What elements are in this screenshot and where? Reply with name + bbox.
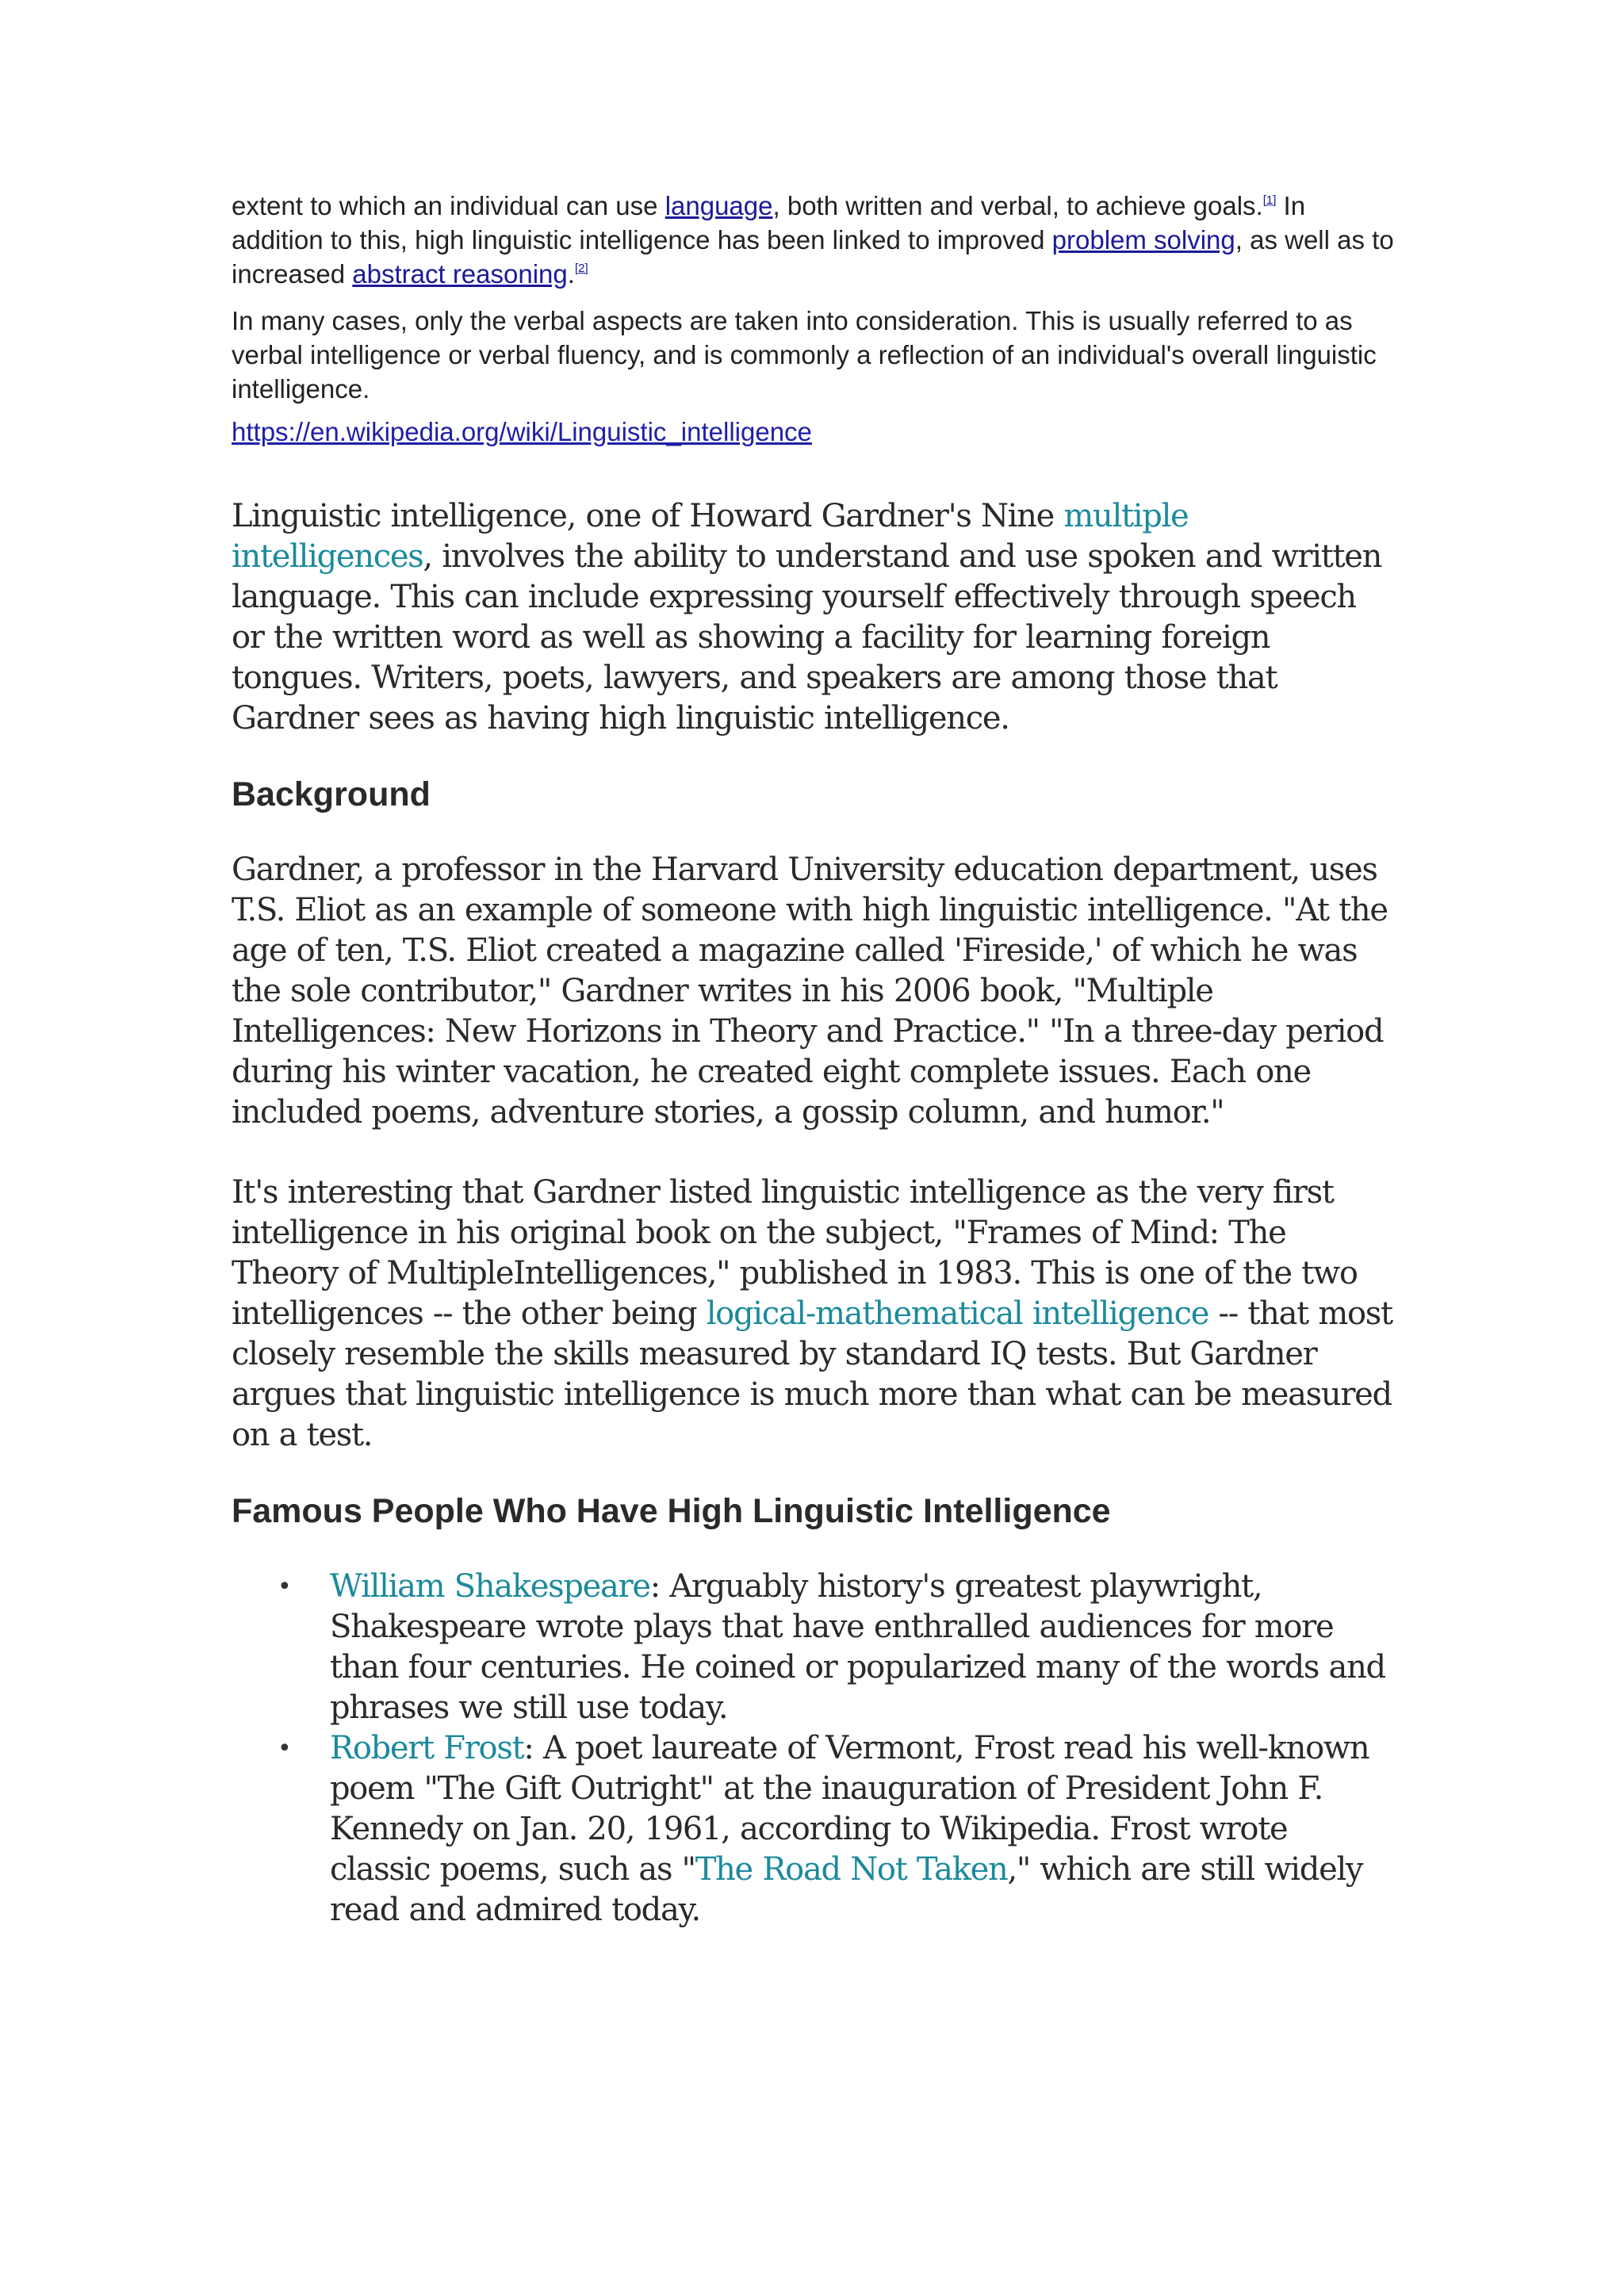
famous-people-list xyxy=(232,1567,1396,1931)
link-robert-frost[interactable]: Robert Frost xyxy=(330,1730,524,1766)
citation-2[interactable]: [2] xyxy=(574,262,588,275)
text-span: In addition to this, high linguistic intelligence has been linked to improved xyxy=(232,191,1306,254)
link-problem-solving[interactable]: problem solving xyxy=(1051,225,1235,254)
citation-1[interactable]: [1] xyxy=(1262,193,1277,207)
list-item-frost xyxy=(232,1728,1396,1931)
text-span: It's interesting that Gardner listed linguistic intelligence as the very first intelligence in his original book on the subject, "Frames of Mind: The Theory of MultipleIntelligences," published in 1983. This is one of the two intelligences -- the other being xyxy=(232,1174,1358,1332)
text-span: extent to which an individual can use xyxy=(232,191,665,220)
background-heading: Background xyxy=(232,775,431,813)
text-span: Linguistic intelligence, one of Howard Gardner's Nine xyxy=(232,498,1064,534)
source-url-link[interactable]: https://en.wikipedia.org/wiki/Linguistic_intelligence xyxy=(232,417,812,446)
text-span: : Arguably history's greatest playwright, Shakespeare wrote plays that have enthralled audiences for more than four centuries. He coined or popularized many of the words and phrases we still use today. xyxy=(330,1568,1385,1726)
text-span: , both written and verbal, to achieve goals. xyxy=(772,191,1263,220)
text-span: ," which are still widely read and admired today. xyxy=(330,1851,1363,1928)
text-span: : A poet laureate of Vermont, Frost read his well-known poem "The Gift Outright" at the inauguration of President John F. Kennedy on Jan. 20, 1961, according to Wikipedia. Frost wrote classic poems, such as " xyxy=(330,1730,1369,1888)
bullet-icon: • xyxy=(278,1735,291,1762)
link-abstract-reasoning[interactable]: abstract reasoning xyxy=(352,259,568,289)
link-the-road-not-taken[interactable]: The Road Not Taken xyxy=(695,1851,1008,1888)
wiki-paragraph-1 xyxy=(232,189,1396,291)
background-paragraph: Gardner, a professor in the Harvard University education department, uses T.S. Eliot as an example of someone with high linguistic intelligence. "At the age of ten, T.S. Eliot created a magazine called 'Fireside,' of which he was the sole contributor," Gardner writes in his 2006 book, "Multiple Intelligences: New Horizons in Theory and Practice." "In a three-day period during his winter vacation, he created eight complete issues. Each one included poems, adventure stories, a gossip column, and humor." xyxy=(232,851,1388,1131)
text-span: , as well as to increased xyxy=(232,225,1394,289)
text-span: . xyxy=(567,259,575,289)
link-william-shakespeare[interactable]: William Shakespeare xyxy=(330,1568,650,1605)
famous-people-heading: Famous People Who Have High Linguistic Intelligence xyxy=(232,1492,1111,1530)
link-logical-mathematical-intelligence[interactable]: logical-mathematical intelligence xyxy=(706,1295,1209,1332)
link-multiple-intelligences[interactable]: multiple intelligences xyxy=(232,498,1189,575)
link-language[interactable]: language xyxy=(665,191,773,220)
document-page xyxy=(232,189,1396,1931)
text-span: , involves the ability to understand and use spoken and written language. This can include expressing yourself effectively through speech or the written word as well as showing a facility for learning foreign tongues. Writers, poets, lawyers, and speakers are among those that Gardner sees as having high linguistic intelligence. xyxy=(232,538,1382,737)
text-span: -- that most closely resemble the skills measured by standard IQ tests. But Gardner argues that linguistic intelligence is much more than what can be measured on a test. xyxy=(232,1295,1392,1453)
list-item-shakespeare xyxy=(232,1567,1396,1728)
wiki-paragraph-2: In many cases, only the verbal aspects are taken into consideration. This is usually referred to as verbal intelligence or verbal fluency, and is commonly a reflection of an individual's overall linguistic intelligence. xyxy=(232,306,1377,404)
bullet-icon: • xyxy=(278,1573,291,1601)
intro-paragraph xyxy=(232,496,1396,739)
interesting-paragraph xyxy=(232,1173,1396,1456)
